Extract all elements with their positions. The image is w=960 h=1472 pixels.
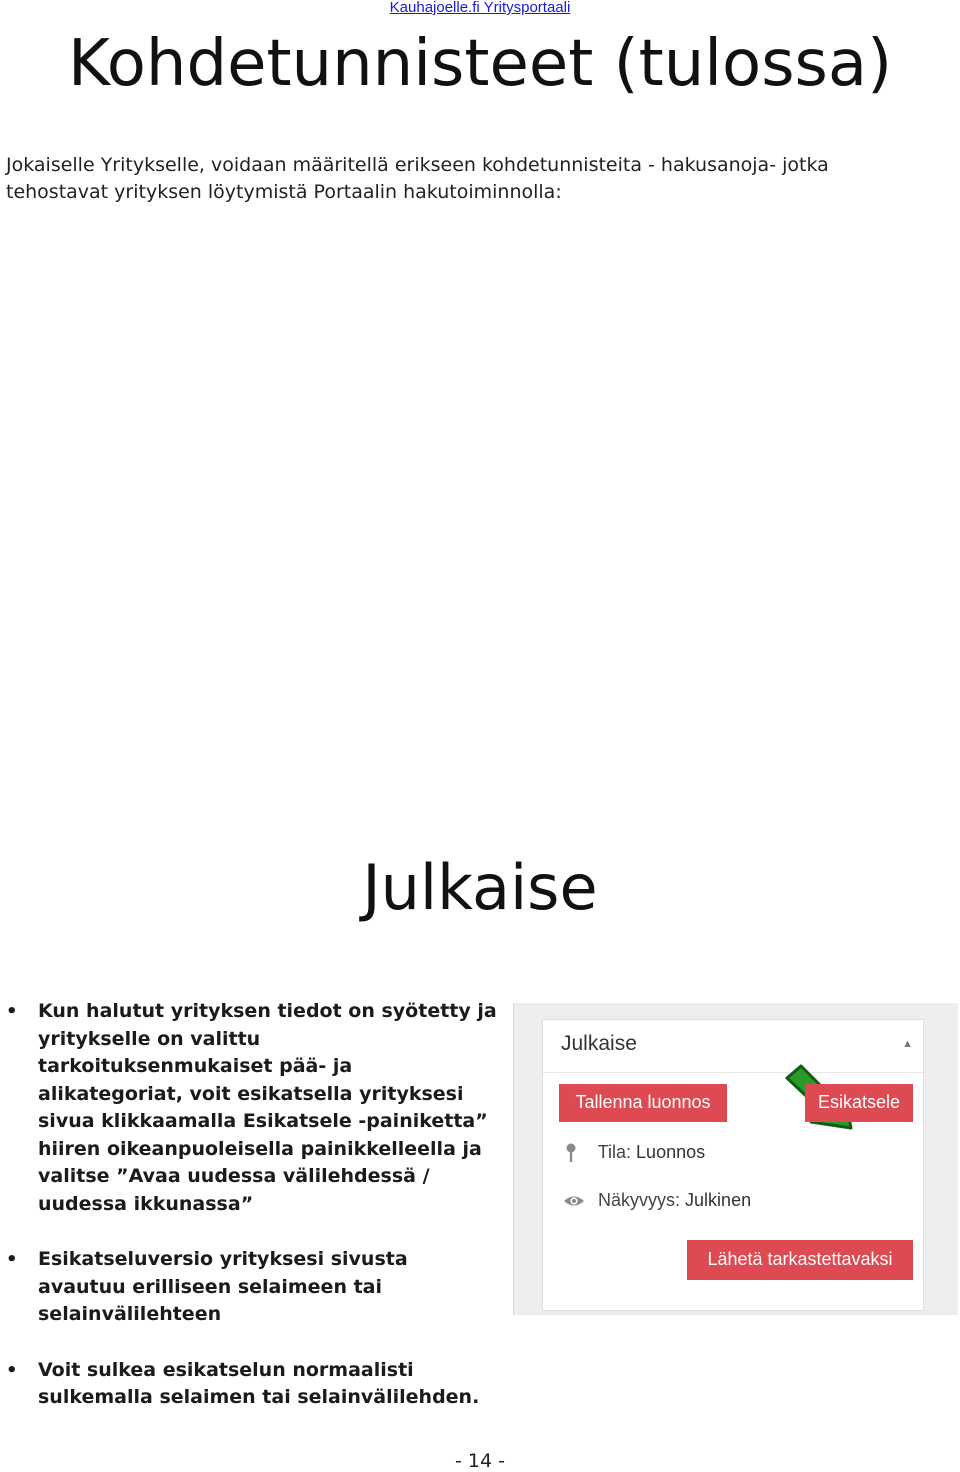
bullet-icon: •: [6, 1249, 18, 1270]
section-title: Julkaise: [362, 851, 598, 924]
bullet-icon: •: [6, 1359, 18, 1381]
visibility-row: [563, 1190, 751, 1211]
list-item: [0, 1357, 500, 1412]
visibility-value: Julkinen: [685, 1190, 752, 1210]
submit-for-review-button[interactable]: Lähetä tarkastettavaksi: [687, 1240, 913, 1280]
status-label: Tila:: [597, 1142, 632, 1162]
eye-icon: [563, 1191, 585, 1211]
instruction-list: [0, 998, 500, 1412]
header-portal-link[interactable]: Kauhajoelle.fi Yritysportaali: [389, 0, 571, 16]
list-item-text: Kun halutut yrityksen tiedot on syötetty ja yritykselle on valittu tarkoituksenmukaiset pää- ja alikategoriat, voit esikatsella yrityksesi sivua klikkaamalla Esikatsele -painiketta” hiiren oikeanpuoleisella painikkelleella ja valitse ”Avaa uudessa välilehdessä / uudessa ikkunassa”: [38, 1000, 497, 1215]
visibility-label: Näkyvyys:: [598, 1190, 681, 1210]
save-draft-button[interactable]: Tallenna luonnos: [559, 1084, 727, 1122]
pin-icon: [563, 1143, 585, 1163]
publish-box: [542, 1019, 924, 1311]
bullet-icon: •: [6, 1001, 18, 1022]
intro-paragraph: Jokaiselle Yritykselle, voidaan määritellä erikseen kohdetunnisteita - hakusanoja- jotka tehostavat yrityksen löytymistä Portaalin hakutoiminnolla:: [6, 154, 829, 203]
preview-button[interactable]: Esikatsele: [805, 1084, 913, 1122]
page-title: Kohdetunnisteet (tulossa): [67, 27, 893, 101]
status-value: Luonnos: [636, 1142, 706, 1162]
list-item: [0, 1246, 500, 1329]
list-item-text: Esikatseluversio yrityksesi sivusta avautuu erilliseen selaimeen tai selainvälilehteen: [38, 1248, 408, 1325]
page-number: - 14 -: [455, 1450, 505, 1472]
publish-box-screenshot: [513, 1003, 958, 1315]
list-item: [0, 998, 500, 1218]
status-row: [563, 1142, 705, 1163]
publish-box-title: Julkaise: [561, 1032, 637, 1055]
collapse-caret-icon[interactable]: ▲: [902, 1038, 913, 1050]
divider: [543, 1072, 923, 1073]
list-item-text: Voit sulkea esikatselun normaalisti sulkemalla selaimen tai selainvälilehden.: [38, 1358, 480, 1408]
